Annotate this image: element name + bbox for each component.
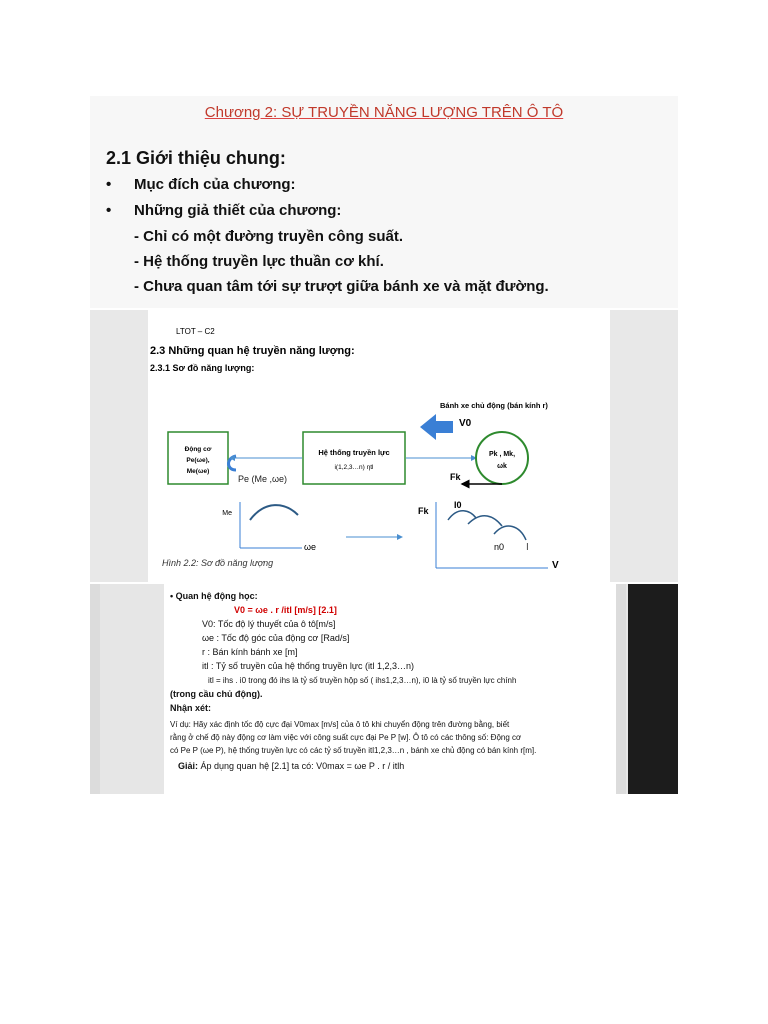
- def-itl: itl : Tỷ số truyền của hệ thống truyền lực (itl 1,2,3…n): [202, 661, 414, 671]
- remark-label: Nhận xét:: [170, 703, 212, 713]
- wheel-label: Bánh xe chủ động (bán kính r): [440, 401, 548, 410]
- gear-curve: [448, 511, 476, 520]
- solution-text: Áp dụng quan hệ [2.1] ta có: V0max = ωe P . r / itlh: [200, 761, 405, 771]
- transmission-label: Hệ thống truyền lực: [318, 448, 390, 457]
- wheel-speed: ωk: [497, 463, 507, 470]
- fk-axis-label: Fk: [418, 506, 429, 516]
- def-ihs: itl = ihs . i0 trong đó ihs là tỷ số truyền hộp số ( ihs1,2,3…n), i0 là tỷ số truyền lực chính: [208, 676, 517, 685]
- formula-2-1: V0 = ωe . r /itl [m/s] [2.1]: [234, 605, 337, 615]
- energy-diagram: [90, 310, 678, 582]
- section-heading: 2.1 Giới thiệu chung:: [106, 148, 286, 168]
- right-scrollbar[interactable]: [616, 584, 626, 794]
- def-v0: V0: Tốc độ lý thuyết của ô tô[m/s]: [202, 619, 336, 629]
- text-page: [164, 584, 622, 794]
- engine-power: Pe(ωe),: [186, 457, 210, 464]
- v0-label: V0: [459, 418, 472, 429]
- direction-arrow-icon: [420, 414, 453, 440]
- subsection-title: 2.3.1 Sơ đồ năng lượng:: [150, 363, 255, 373]
- left-scrollbar[interactable]: [90, 584, 100, 794]
- example-line-2: rằng ở chế độ này động cơ làm việc với công suất cực đại Pe P [w]. Ô tô có các thông số: Động cơ: [170, 733, 522, 742]
- text-panel: [90, 584, 678, 794]
- i0-label: I0: [454, 500, 462, 510]
- transmission-ratio: i(1,2,3…n) ηtl: [334, 464, 374, 471]
- text-cursor-icon: I: [526, 542, 529, 553]
- def-main-axle: (trong cầu chủ động).: [170, 689, 263, 699]
- example-line-3: có Pe P (ωe P), hệ thống truyền lực có các tỷ số truyền itl1,2,3…n , bánh xe chủ động có bán kính r[m].: [170, 746, 537, 755]
- engine-label: Động cơ: [184, 446, 212, 453]
- we-label: ωe: [304, 542, 317, 552]
- def-we: ωe : Tốc độ góc của động cơ [Rad/s]: [202, 633, 350, 643]
- solution-label: Giải:: [178, 761, 199, 771]
- fk-label: Fk: [450, 472, 461, 482]
- transmission-box: [303, 432, 405, 484]
- doc-header: LTOT – C2: [176, 327, 215, 336]
- sub-item: - Chỉ có một đường truyền công suất.: [134, 228, 404, 245]
- figure-caption: Hình 2.2: Sơ đồ năng lượng: [162, 558, 274, 568]
- bullet-item: • Mục đích của chương:: [106, 176, 296, 193]
- diagram-panel: [90, 310, 678, 582]
- chapter-title: Chương 2: SỰ TRUYỀN NĂNG LƯỢNG TRÊN Ô TÔ: [204, 104, 564, 121]
- me-curve: [250, 505, 298, 520]
- def-r: r : Bán kính bánh xe [m]: [202, 647, 298, 657]
- gear-curve: [468, 516, 502, 526]
- me-label: Me: [222, 510, 232, 517]
- sub-item: - Chưa quan tâm tới sự trượt giữa bánh xe và mặt đường.: [134, 278, 549, 295]
- bullet-item: • Những giả thiết của chương:: [106, 202, 342, 219]
- kinematic-heading: • Quan hệ động học:: [170, 591, 258, 601]
- pe-label: Pe (Me ,ωe): [238, 474, 288, 484]
- v-label: V: [552, 560, 559, 571]
- slide-panel: [90, 96, 678, 308]
- wheel-power: Pk , Mk,: [488, 451, 516, 458]
- example-line-1: Ví dụ: Hãy xác định tốc độ cực đại V0max [m/s] của ô tô khi chuyển động trên đường bằng, biết: [170, 720, 510, 729]
- sub-item: - Hệ thống truyền lực thuần cơ khí.: [134, 253, 384, 270]
- dark-sidebar: [628, 584, 678, 794]
- gear-curve: [494, 526, 526, 540]
- n0-label: n0: [494, 542, 505, 552]
- engine-torque: Me(ωe): [186, 468, 210, 475]
- solution-line: [178, 760, 404, 773]
- section-title: 2.3 Những quan hệ truyền năng lượng:: [150, 345, 355, 357]
- wheel-circle: [476, 432, 528, 484]
